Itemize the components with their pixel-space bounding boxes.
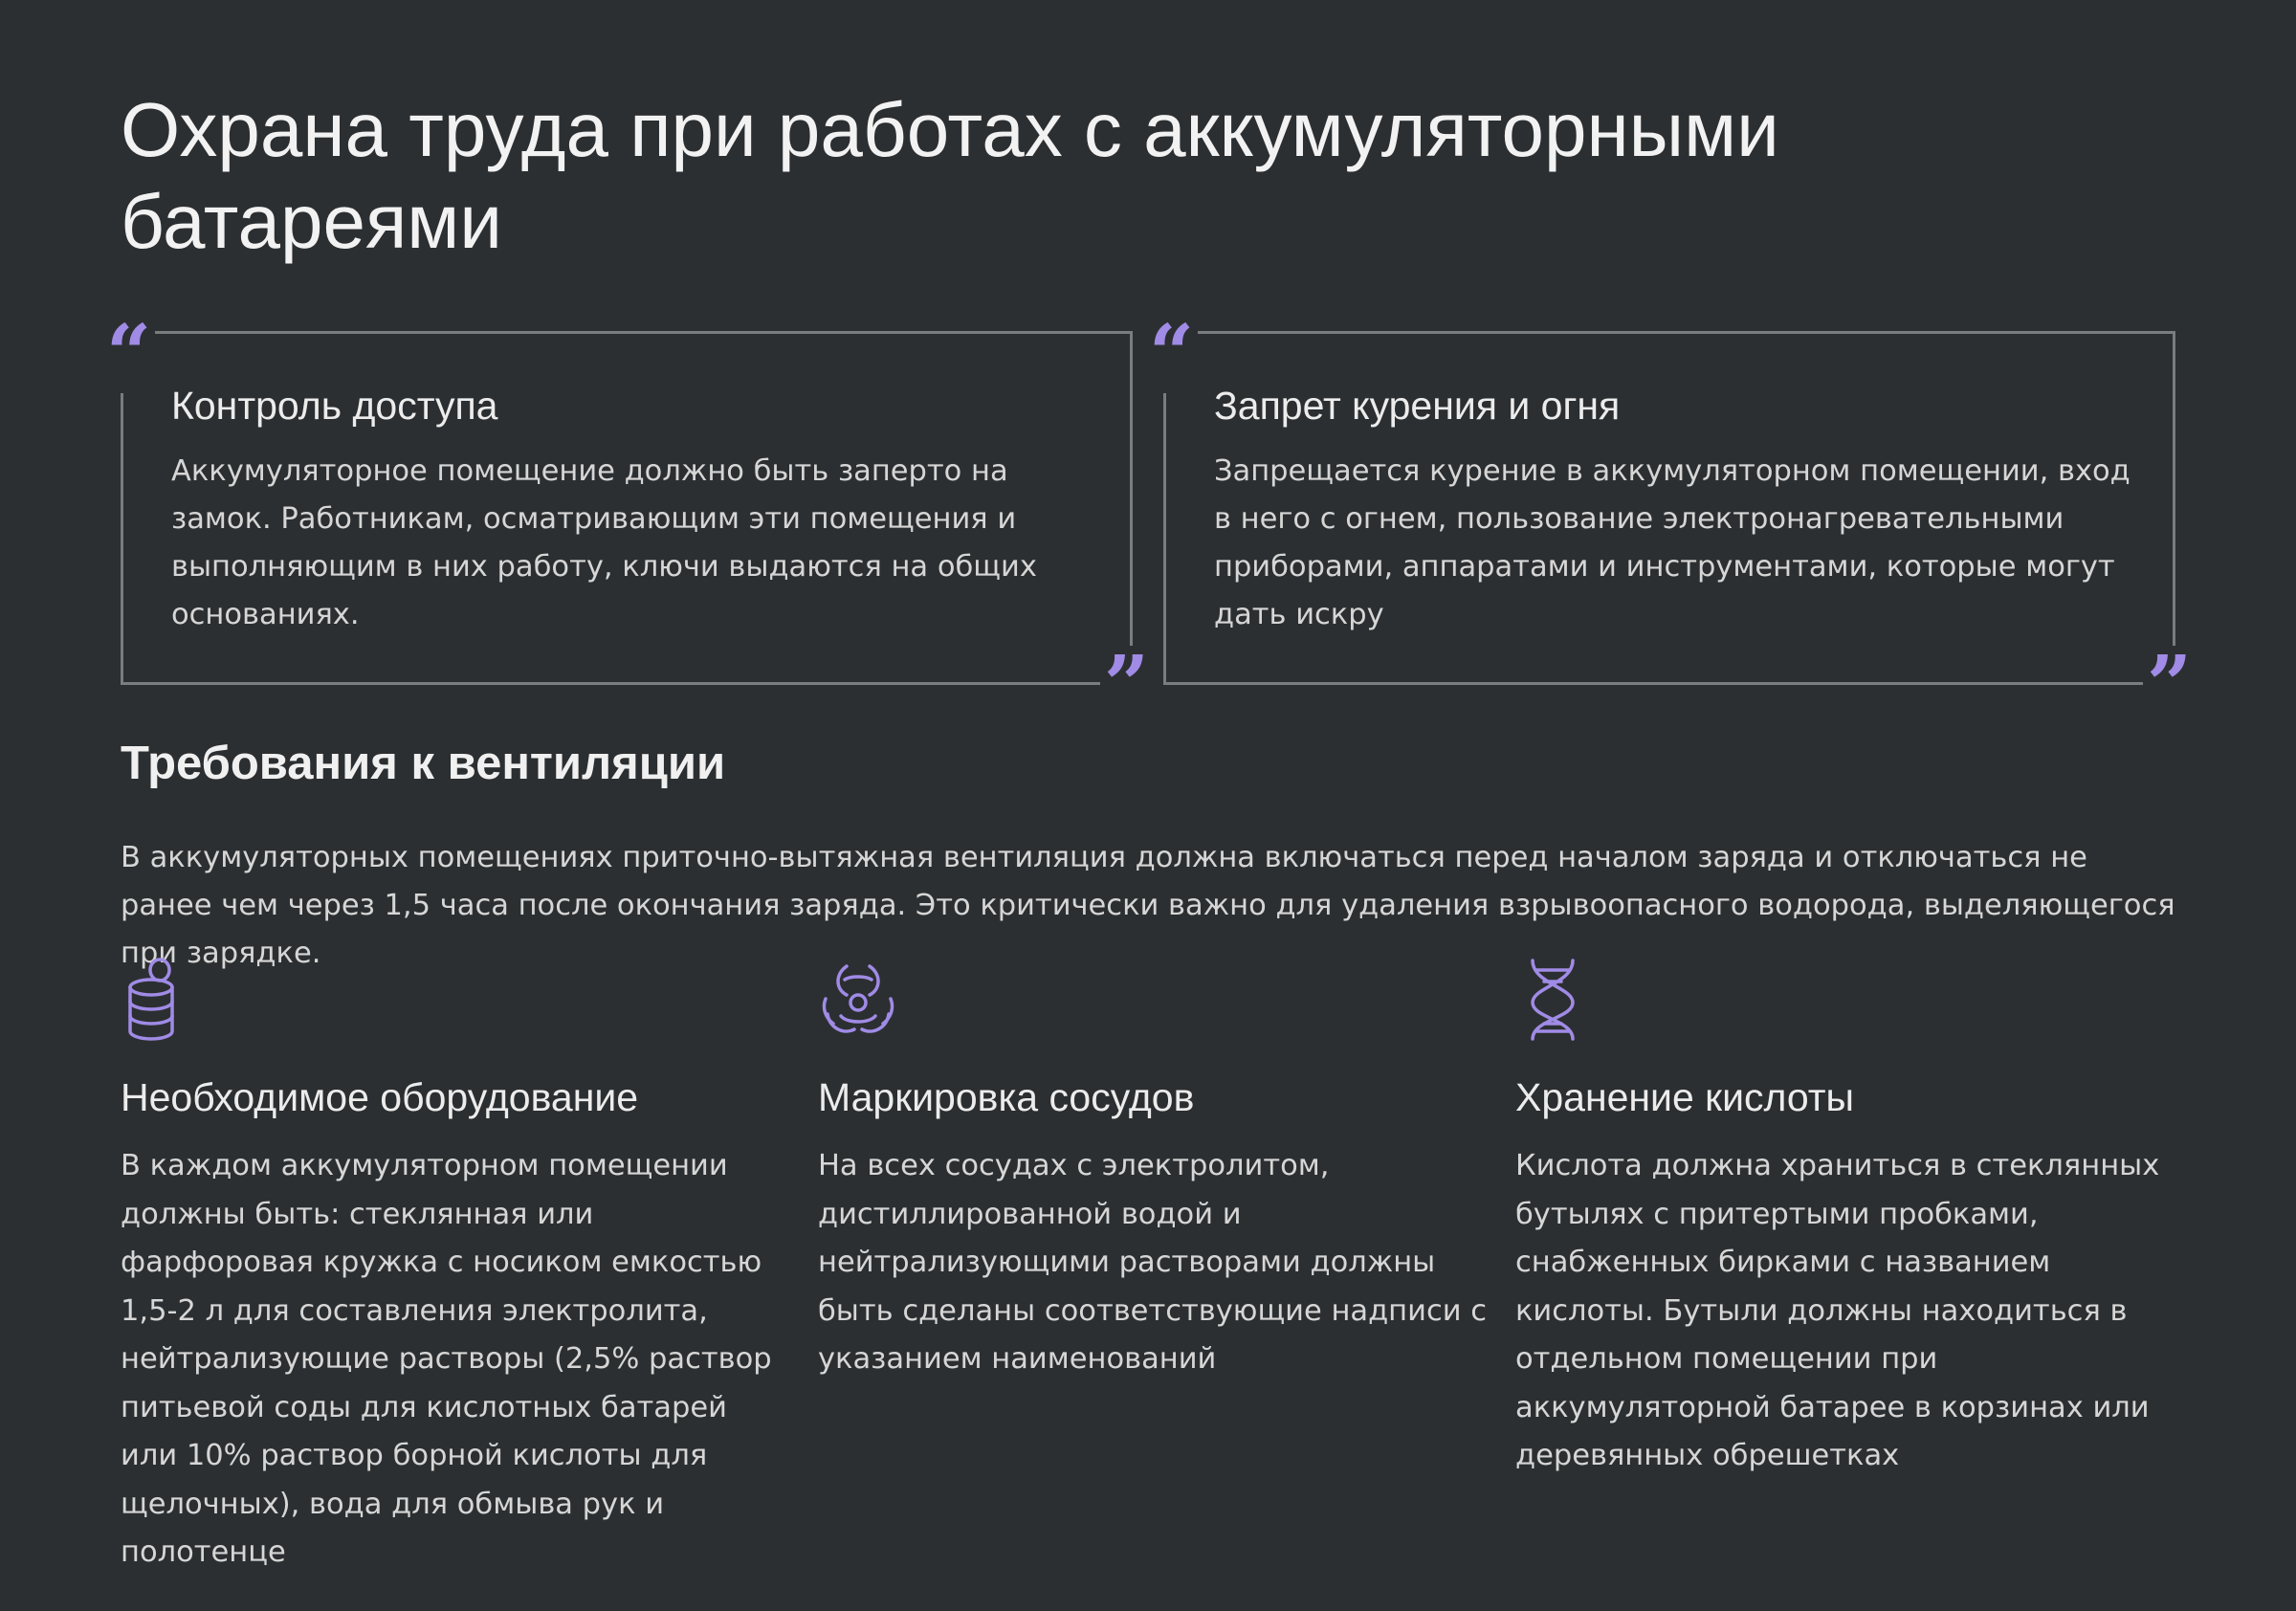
feature-text: На всех сосудах с электролитом, дистиллированной водой и нейтрализующими растворами должны быть сделаны соответствующие надписи с указанием наименований: [818, 1149, 1487, 1376]
dna-icon: [1515, 957, 1596, 1043]
container-flask-icon: [121, 957, 201, 1043]
quote-card-text: Аккумуляторное помещение должно быть заперто на замок. Работникам, осматривающим эти помещения и выполняющим в них работу, ключи выдаются на общих основаниях.: [171, 454, 1037, 631]
quote-card-text: Запрещается курение в аккумуляторном помещении, вход в него с огнем, пользование электронагревательными приборами, аппаратами и инструментами, которые могут дать искру: [1214, 454, 2130, 631]
quote-card-title: Запрет курения и огня: [1214, 384, 1621, 428]
page-title: Охрана труда при работах с аккумуляторными батареями: [121, 87, 1779, 264]
feature-text: Кислота должна храниться в стеклянных бутылях с притертыми пробками, снабженных бирками с названием кислоты. Бутыли должны находиться в отдельном помещении при аккумуляторной батарее в корзинах или деревянных обрешетках: [1515, 1149, 2160, 1472]
biohazard-icon: [818, 957, 898, 1043]
quote-card-access-control: [106, 308, 1149, 731]
quote-card-no-smoking: [1149, 308, 2192, 731]
feature-title: Хранение кислоты: [1515, 1075, 1855, 1119]
open-quote-icon: “: [102, 315, 155, 393]
close-quote-icon: ”: [2143, 646, 2196, 724]
quote-card-title: Контроль доступа: [171, 384, 498, 428]
open-quote-icon: “: [1145, 315, 1198, 393]
feature-title: Необходимое оборудование: [121, 1075, 639, 1119]
ventilation-text: В аккумуляторных помещениях приточно-вытяжная вентиляция должна включаться перед началом заряда и отключаться не ранее чем через 1,5 часа после окончания заряда. Это критически важно для удаления взрывоопасного водорода, выделяющегося при зарядке.: [121, 841, 2175, 970]
ventilation-title: Требования к вентиляции: [121, 738, 726, 789]
feature-text: В каждом аккумуляторном помещении должны быть: стеклянная или фарфоровая кружка с носиком емкостью 1,5-2 л для составления электролита, нейтрализующие растворы (2,5% раствор питьевой соды для кислотных батарей или 10% раствор борной кислоты для щелочных), вода для обмыва рук и полотенце: [121, 1149, 772, 1569]
close-quote-icon: ”: [1100, 646, 1153, 724]
feature-title: Маркировка сосудов: [818, 1075, 1195, 1119]
